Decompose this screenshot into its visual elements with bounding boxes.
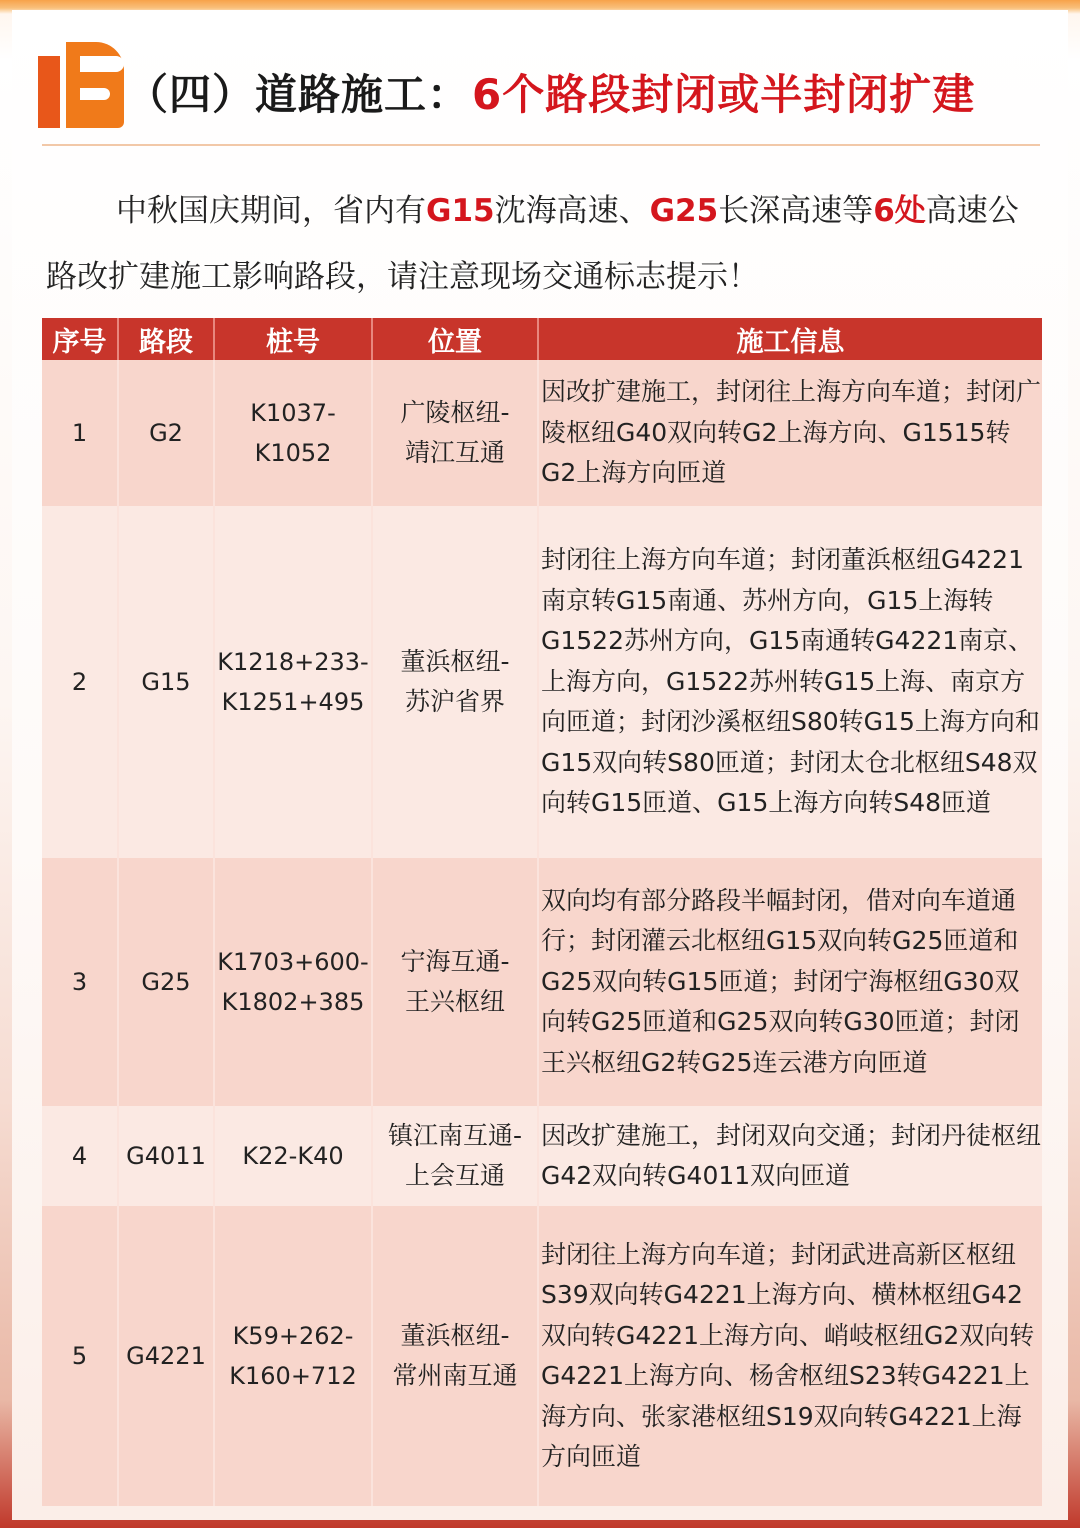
cell-no: 1 — [42, 360, 118, 506]
cell-road: G25 — [118, 858, 214, 1106]
cell-position: 广陵枢纽- 靖江互通 — [372, 360, 538, 506]
table-row — [42, 1206, 1042, 1506]
hand-pointer-icon — [38, 42, 128, 128]
heading-title: （四）道路施工： — [126, 70, 471, 119]
cell-stake: K1218+233- K1251+495 — [214, 506, 372, 858]
cell-stake: K22-K40 — [214, 1106, 372, 1206]
header-position: 位置 — [372, 318, 538, 360]
cell-stake: K59+262- K160+712 — [214, 1206, 372, 1506]
header-info: 施工信息 — [538, 318, 1042, 360]
section-heading — [38, 40, 1038, 130]
cell-no: 4 — [42, 1106, 118, 1206]
cell-stake: K1037- K1052 — [214, 360, 372, 506]
cell-position: 董浜枢纽- 苏沪省界 — [372, 506, 538, 858]
intro-paragraph — [46, 178, 1044, 310]
cell-position: 镇江南互通- 上会互通 — [372, 1106, 538, 1206]
intro-highlight-g15: G15 — [426, 193, 495, 229]
cell-road: G2 — [118, 360, 214, 506]
header-road: 路段 — [118, 318, 214, 360]
header-stake: 桩号 — [214, 318, 372, 360]
cell-info: 封闭往上海方向车道；封闭武进高新区枢纽S39双向转G4221上海方向、横林枢纽G42双向转G4221上海方向、峭岐枢纽G2双向转G4221上海方向、杨舍枢纽S23转G4221上海方向、张家港枢纽S19双向转G4221上海方向匝道 — [538, 1206, 1042, 1506]
cell-road: G15 — [118, 506, 214, 858]
cell-no: 5 — [42, 1206, 118, 1506]
header-no: 序号 — [42, 318, 118, 360]
cell-road: G4221 — [118, 1206, 214, 1506]
cell-road: G4011 — [118, 1106, 214, 1206]
cell-info: 因改扩建施工，封闭双向交通；封闭丹徒枢纽G42双向转G4011双向匝道 — [538, 1106, 1042, 1206]
cell-position: 宁海互通- 王兴枢纽 — [372, 858, 538, 1106]
cell-stake: K1703+600- K1802+385 — [214, 858, 372, 1106]
table-header-row — [42, 318, 1042, 360]
cell-no: 2 — [42, 506, 118, 858]
cell-info: 双向均有部分路段半幅封闭，借对向车道通行；封闭灌云北枢纽G15双向转G25匝道和G25双向转G15匝道；封闭宁海枢纽G30双向转G25匝道和G25双向转G30匝道；封闭王兴枢纽G2转G25连云港方向匝道 — [538, 858, 1042, 1106]
intro-text: 沈海高速、 — [494, 193, 650, 229]
intro-text: 高速公路改扩建施工影响路段，请注意现场交通标志提示！ — [46, 193, 1019, 295]
divider — [42, 144, 1040, 146]
cell-no: 3 — [42, 858, 118, 1106]
intro-text: 长深高速等 — [718, 193, 874, 229]
construction-table — [42, 318, 1042, 1506]
table-row — [42, 858, 1042, 1106]
table-row — [42, 506, 1042, 858]
cell-info: 封闭往上海方向车道；封闭董浜枢纽G4221南京转G15南通、苏州方向，G15上海转G1522苏州方向，G15南通转G4221南京、上海方向，G1522苏州转G15上海、南京方向匝道；封闭沙溪枢纽S80转G15上海方向和G15双向转S80匝道；封闭太仓北枢纽S48双向转G15匝道、G15上海方向转S48匝道 — [538, 506, 1042, 858]
cell-info: 因改扩建施工，封闭往上海方向车道；封闭广陵枢纽G40双向转G2上海方向、G1515转G2上海方向匝道 — [538, 360, 1042, 506]
heading-highlight: 6个路段封闭或半封闭扩建 — [472, 70, 976, 119]
intro-text: 中秋国庆期间，省内有 — [116, 193, 426, 229]
intro-highlight-g25: G25 — [649, 193, 719, 229]
table-row — [42, 1106, 1042, 1206]
intro-highlight-count: 6处 — [873, 193, 926, 229]
cell-position: 董浜枢纽- 常州南互通 — [372, 1206, 538, 1506]
table-row — [42, 360, 1042, 506]
